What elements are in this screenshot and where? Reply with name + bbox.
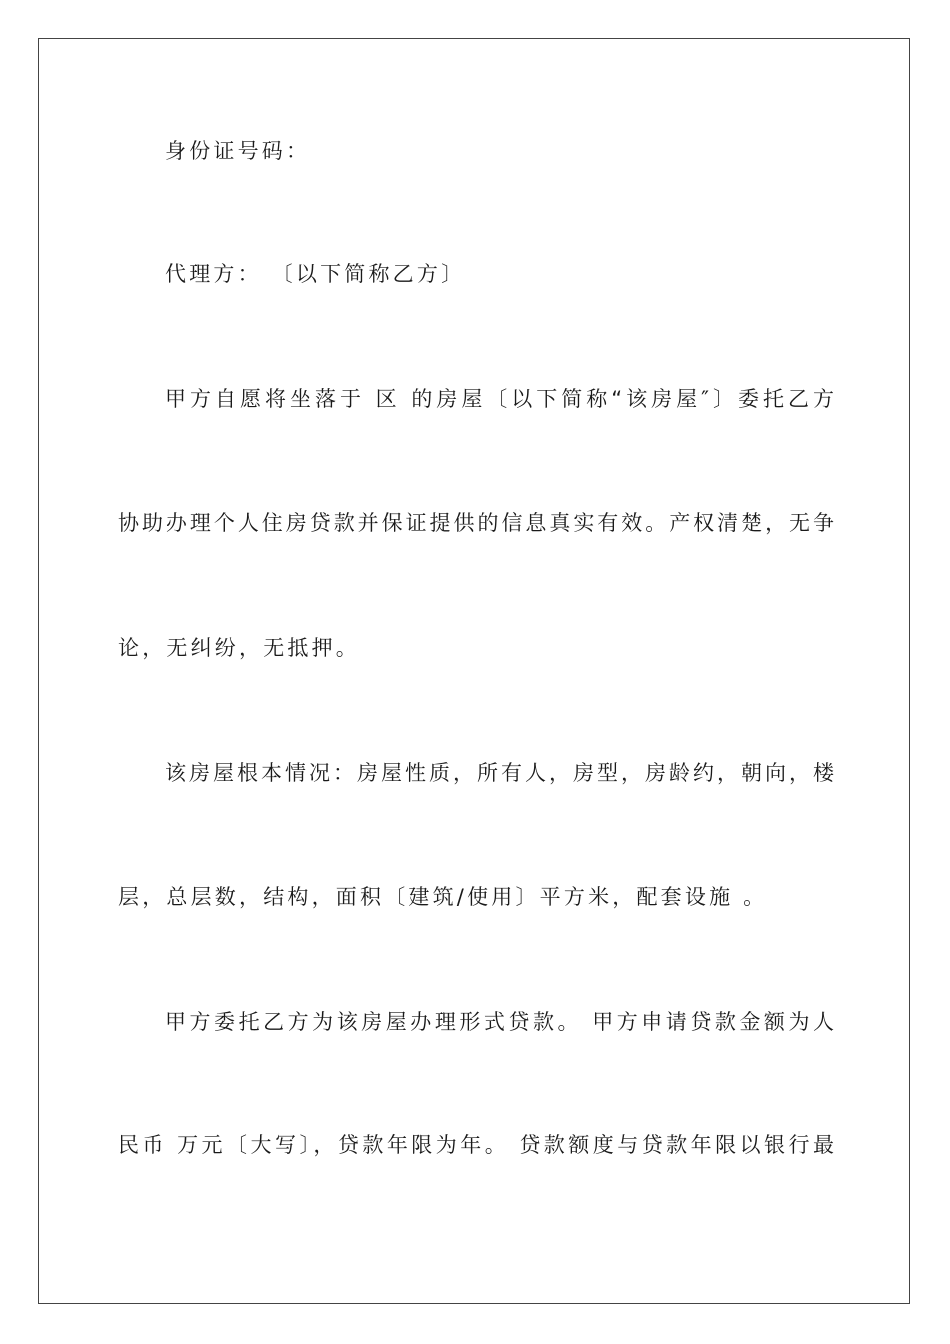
paragraph-line: 论，无纠纷，无抵押。 — [118, 636, 360, 660]
paragraph-line: 甲方委托乙方为该房屋办理形式贷款。 甲方申请贷款金额为人 — [165, 1010, 834, 1034]
paragraph-line: 甲方自愿将坐落于 区 的房屋〔以下简称“该房屋″〕委托乙方 — [165, 387, 834, 411]
paragraph-line: 民币 万元〔大写〕，贷款年限为年。 贷款额度与贷款年限以银行最 — [118, 1133, 834, 1157]
paragraph-line: 该房屋根本情况：房屋性质，所有人，房型，房龄约，朝向，楼 — [165, 761, 834, 785]
paragraph-line: 协助办理个人住房贷款并保证提供的信息真实有效。产权清楚，无争 — [118, 511, 834, 535]
agent-party-line: 代理方： 〔以下简称乙方〕 — [165, 262, 466, 286]
paragraph-line: 层，总层数，结构，面积〔建筑/使用〕平方米，配套设施 。 — [118, 885, 768, 909]
id-number-label: 身份证号码： — [165, 139, 311, 163]
page-border — [38, 38, 910, 1304]
